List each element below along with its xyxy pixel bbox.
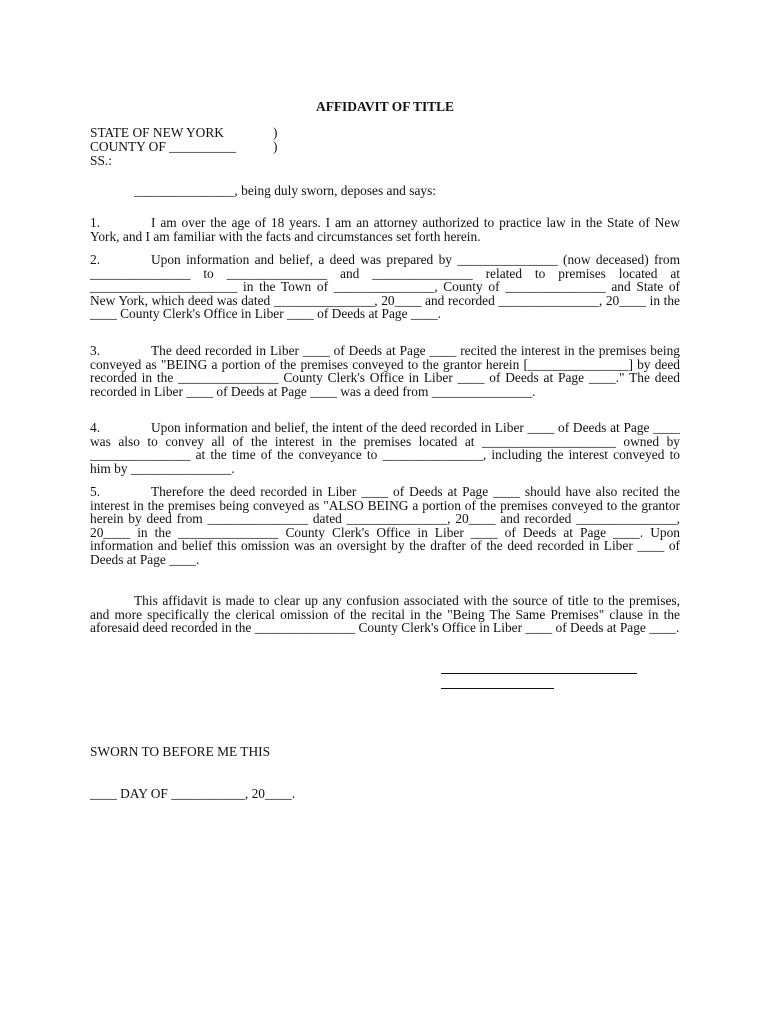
paragraph-text: Upon information and belief, the intent of the deed recorded in Liber ____ of Deeds at Page ____ was also to convey all of the interest in the premises located at ____________________ owned by _______________ at the time of the conveyance to _______________, including the interest conveyed to him by _______________. [90,420,680,476]
caption-state: STATE OF NEW YORK [90,125,224,140]
paragraph-1 [90,216,680,243]
document-title: AFFIDAVIT OF TITLE [316,99,454,114]
paragraph-text: I am over the age of 18 years. I am an attorney authorized to practice law in the State of New York, and I am familiar with the facts and circumstances set forth herein. [90,215,680,244]
venue-caption [90,126,390,168]
paragraph-number: 2. [90,252,101,267]
paragraph-4 [90,421,680,475]
paragraph-number: 4. [90,420,101,435]
deponent-intro: _______________, being duly sworn, deposes and says: [134,183,437,198]
signature-line [441,673,637,674]
caption-county-row [90,140,390,154]
caption-county: COUNTY OF __________ [90,139,237,154]
jurat-block [90,718,295,830]
caption-ss: SS.: [90,153,112,168]
paragraph-3 [90,344,680,398]
paragraph-text: Upon information and belief, a deed was prepared by _______________ (now deceased) from _______________ to _______________ and _______________ related to premises located at ______________________ in the Town of _______________, County of _______________ and State of New York, which deed was dated _______________, 20____ and recorded _______________, 20____ in the ____ County Clerk's Office in Liber ____ of Deeds at Page ____. [90,252,680,322]
paragraph-5 [90,485,680,567]
jurat-line-1: SWORN TO BEFORE ME THIS [90,744,271,760]
caption-paren: ) [273,139,278,154]
caption-state-row [90,126,390,140]
closing-text: This affidavit is made to clear up any confusion associated with the source of title to the premises, and more specifically the clerical omission of the recital in the "Being The Same Premises" clause in the aforesaid deed recorded in the _______________ County Clerk's Office in Liber ____ of Deeds at Page ____. [90,593,680,636]
paragraph-number: 1. [90,215,101,230]
paragraph-number: 3. [90,343,101,358]
caption-ss-row [90,154,390,168]
paragraph-2 [90,253,680,321]
paragraph-text: Therefore the deed recorded in Liber ____ of Deeds at Page ____ should have also recited the interest in the premises being conveyed as "ALSO BEING a portion of the premises conveyed to the grantor herein by deed from _______________ dated _______________, 20____ and recorded _______________, 20____ in the _______________ County Clerk's Office in Liber ____ of Deeds at Page ____. Upon information and belief this omission was an oversight by the drafter of the deed recorded in Liber ____ of Deeds at Page ____. [90,484,680,567]
caption-paren: ) [273,125,278,140]
closing-paragraph [90,594,680,635]
jurat-line-2: ____ DAY OF ___________, 20____. [90,786,296,802]
paragraph-text: The deed recorded in Liber ____ of Deeds at Page ____ recited the interest in the premises being conveyed as "BEING a portion of the premises conveyed to the grantor herein [_______________] by deed recorded in the _______________ County Clerk's Office in Liber ____ of Deeds at Page ____." The deed recorded in Liber ____ of Deeds at Page ____ was a deed from _______________. [90,343,680,399]
paragraph-number: 5. [90,484,101,499]
signature-name-line [441,688,554,689]
